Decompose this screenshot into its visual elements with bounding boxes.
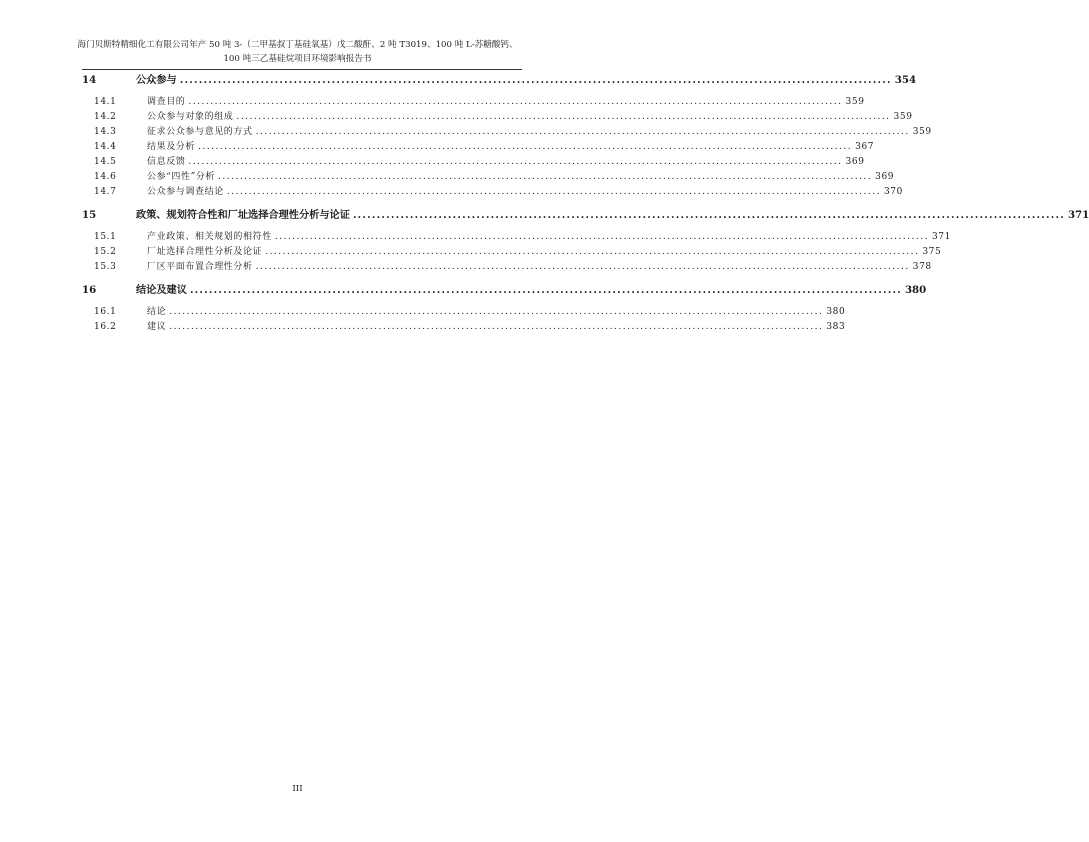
toc-page-number: 359 (893, 112, 913, 122)
toc-section-number: 14.6 (94, 172, 117, 182)
toc-chapter-title: 政策、规划符合性和厂址选择合理性分析与论证 (136, 209, 350, 221)
toc-dot-leader: ...................................................................................................................................................... (189, 284, 902, 296)
toc-page-number: 367 (855, 142, 875, 152)
toc-section-number: 14.1 (94, 97, 117, 107)
toc-dot-leader: ...................................................................................................................................................... (198, 142, 853, 152)
page-number-footer: III (292, 784, 303, 794)
toc-dot-leader: ...................................................................................................................................................... (255, 127, 910, 137)
toc-section-title: 公参“四性”分析 (147, 172, 216, 182)
toc-section-number: 15.3 (94, 262, 117, 272)
toc-dot-leader: ...................................................................................................................................................... (179, 74, 892, 86)
toc-section-15-1[interactable] (82, 228, 951, 242)
toc-section-number: 14.3 (94, 127, 117, 137)
toc-section-title: 建议 (147, 322, 167, 332)
toc-dot-leader: ...................................................................................................................................................... (265, 247, 920, 257)
toc-section-16-2[interactable] (82, 318, 846, 332)
toc-section-14-4[interactable] (82, 138, 875, 152)
toc-section-14-7[interactable] (82, 183, 903, 197)
toc-section-title: 产业政策、相关规划的相符性 (147, 232, 272, 242)
toc-dot-leader: ...................................................................................................................................................... (352, 209, 1065, 221)
toc-section-number: 14.2 (94, 112, 117, 122)
toc-section-number: 16.1 (94, 307, 117, 317)
toc-section-16-1[interactable] (82, 303, 846, 317)
toc-page-number: 375 (922, 247, 942, 257)
toc-page-number: 380 (826, 307, 846, 317)
toc-section-number: 14.4 (94, 142, 117, 152)
toc-section-14-6[interactable] (82, 168, 895, 182)
toc-dot-leader: ...................................................................................................................................................... (188, 157, 843, 167)
toc-chapter-15[interactable] (82, 207, 1089, 221)
toc-chapter-16[interactable] (82, 282, 927, 296)
toc-page-number: 359 (845, 97, 865, 107)
toc-dot-leader: ...................................................................................................................................................... (274, 232, 929, 242)
toc-dot-leader: ...................................................................................................................................................... (255, 262, 910, 272)
toc-chapter-number: 14 (82, 74, 97, 86)
toc-page-number: 369 (845, 157, 865, 167)
toc-chapter-14[interactable] (82, 72, 917, 86)
header-title-line-1: 海门贝斯特精细化工有限公司年产 50 吨 3-（二甲基叔丁基硅氧基）戊二酸酐、2 吨 T3019、100 吨 L-苏糖酸钙、 (77, 40, 518, 50)
toc-page-number: 359 (912, 127, 932, 137)
toc-dot-leader: ...................................................................................................................................................... (188, 97, 843, 107)
toc-section-14-3[interactable] (82, 123, 932, 137)
page-header (60, 39, 535, 66)
toc-chapter-number: 16 (82, 284, 97, 296)
toc-section-14-5[interactable] (82, 153, 865, 167)
toc-dot-leader: ...................................................................................................................................................... (226, 187, 881, 197)
toc-section-title: 结果及分析 (147, 142, 196, 152)
toc-chapter-number: 15 (82, 209, 97, 221)
toc-section-title: 调查目的 (147, 97, 186, 107)
toc-chapter-title: 公众参与 (136, 74, 177, 86)
toc-section-title: 厂区平面布置合理性分析 (147, 262, 253, 272)
toc-page-number: 354 (894, 74, 917, 86)
toc-dot-leader: ...................................................................................................................................................... (169, 322, 824, 332)
toc-section-title: 信息反馈 (147, 157, 186, 167)
toc-section-number: 14.5 (94, 157, 117, 167)
toc-dot-leader: ...................................................................................................................................................... (236, 112, 891, 122)
toc-section-number: 15.1 (94, 232, 117, 242)
toc-page-number: 369 (875, 172, 895, 182)
toc-section-number: 15.2 (94, 247, 117, 257)
toc-page-number: 383 (826, 322, 846, 332)
toc-section-14-2[interactable] (82, 108, 913, 122)
header-title-line-2: 100 吨三乙基硅烷项目环境影响报告书 (223, 53, 372, 64)
toc-page-number: 371 (931, 232, 951, 242)
toc-section-number: 14.7 (94, 187, 117, 197)
toc-section-14-1[interactable] (82, 93, 865, 107)
toc-section-title: 征求公众参与意见的方式 (147, 127, 253, 137)
toc-page-number: 371 (1067, 209, 1089, 221)
toc-page-number: 378 (912, 262, 932, 272)
toc-section-15-2[interactable] (82, 243, 942, 257)
toc-dot-leader: ...................................................................................................................................................... (218, 172, 873, 182)
toc-dot-leader: ...................................................................................................................................................... (169, 307, 824, 317)
toc-section-number: 16.2 (94, 322, 117, 332)
toc-section-title: 公众参与调查结论 (147, 187, 224, 197)
toc-section-15-3[interactable] (82, 258, 932, 272)
toc-section-title: 结论 (147, 307, 167, 317)
toc-section-title: 公众参与对象的组成 (147, 112, 234, 122)
toc-page-number: 380 (904, 284, 927, 296)
header-divider (82, 69, 522, 70)
toc-section-title: 厂址选择合理性分析及论证 (147, 247, 263, 257)
toc-chapter-title: 结论及建议 (136, 284, 187, 296)
toc-page-number: 370 (883, 187, 903, 197)
